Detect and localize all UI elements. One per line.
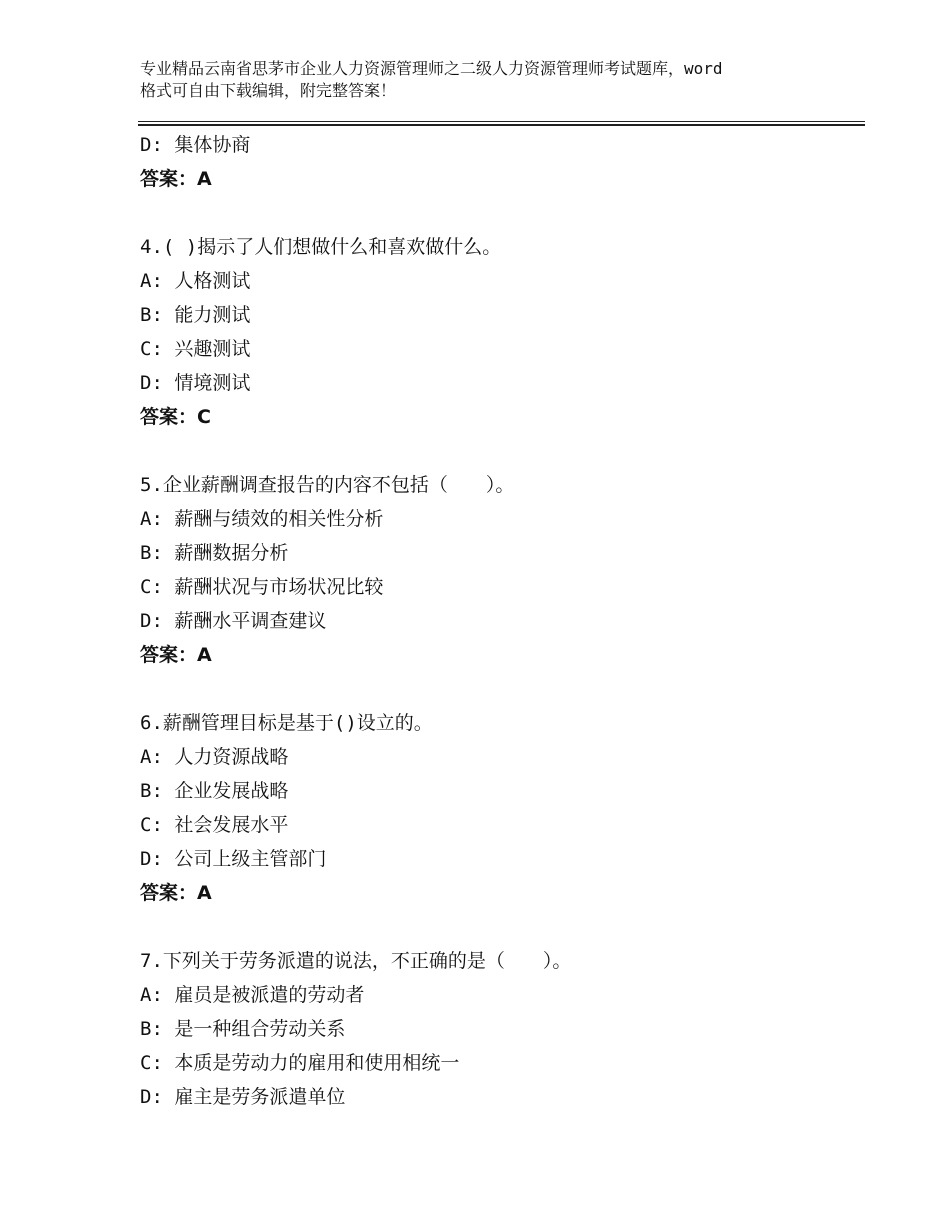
option-a: A: 雇员是被派遣的劳动者 bbox=[140, 984, 365, 1006]
question-stem: 7.下列关于劳务派遣的说法，不正确的是（ ）。 bbox=[140, 950, 572, 972]
option-d: D: 雇主是劳务派遣单位 bbox=[140, 1086, 346, 1108]
question-6 bbox=[140, 706, 860, 910]
spacer bbox=[140, 196, 860, 230]
question-stem: 4.( )揭示了人们想做什么和喜欢做什么。 bbox=[140, 236, 502, 258]
question-7 bbox=[140, 944, 860, 1114]
option-d: D: 薪酬水平调查建议 bbox=[140, 610, 327, 632]
answer-label: 答案：A bbox=[140, 644, 212, 666]
question-list bbox=[140, 128, 860, 1114]
option-d: D: 情境测试 bbox=[140, 372, 251, 394]
option-d: D: 公司上级主管部门 bbox=[140, 848, 327, 870]
question-5 bbox=[140, 468, 860, 672]
option-c: C: 社会发展水平 bbox=[140, 814, 289, 836]
answer-label: 答案：C bbox=[140, 406, 211, 428]
option-a: A: 人力资源战略 bbox=[140, 746, 289, 768]
option-b: B: 能力测试 bbox=[140, 304, 251, 326]
question-stem: 6.薪酬管理目标是基于()设立的。 bbox=[140, 712, 433, 734]
header-rule-thin bbox=[138, 121, 865, 122]
option-a: A: 薪酬与绩效的相关性分析 bbox=[140, 508, 384, 530]
document-header bbox=[140, 58, 830, 102]
answer-label: 答案：A bbox=[140, 168, 212, 190]
option-c: C: 本质是劳动力的雇用和使用相统一 bbox=[140, 1052, 460, 1074]
option-b: B: 是一种组合劳动关系 bbox=[140, 1018, 346, 1040]
header-line-2: 格式可自由下载编辑，附完整答案！ bbox=[140, 81, 397, 100]
question-4 bbox=[140, 230, 860, 434]
header-line-1: 专业精品云南省思茅市企业人力资源管理师之二级人力资源管理师考试题库，word bbox=[140, 59, 723, 78]
spacer bbox=[140, 434, 860, 468]
header-rule-thick bbox=[138, 124, 865, 126]
option-c: C: 兴趣测试 bbox=[140, 338, 251, 360]
spacer bbox=[140, 910, 860, 944]
answer-label: 答案：A bbox=[140, 882, 212, 904]
option-d: D: 集体协商 bbox=[140, 134, 251, 156]
option-c: C: 薪酬状况与市场状况比较 bbox=[140, 576, 384, 598]
question-stem: 5.企业薪酬调查报告的内容不包括（ ）。 bbox=[140, 474, 515, 496]
option-b: B: 薪酬数据分析 bbox=[140, 542, 289, 564]
option-b: B: 企业发展战略 bbox=[140, 780, 289, 802]
option-a: A: 人格测试 bbox=[140, 270, 251, 292]
spacer bbox=[140, 672, 860, 706]
